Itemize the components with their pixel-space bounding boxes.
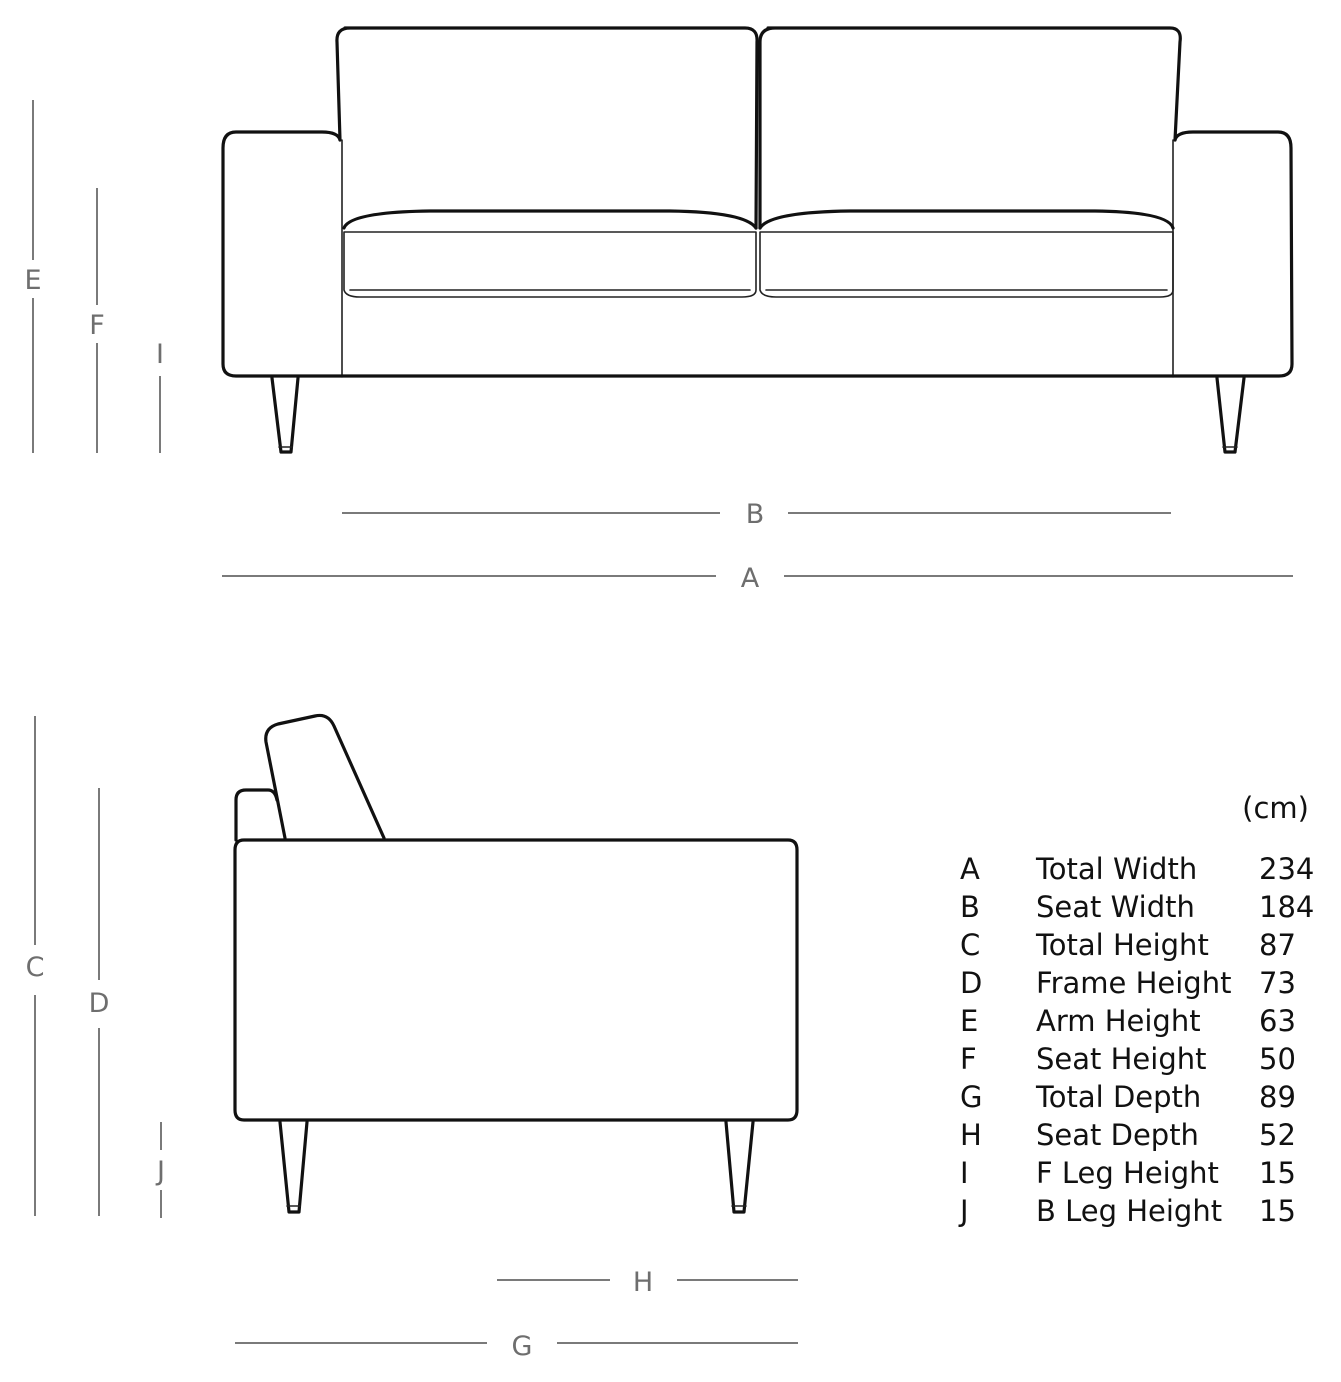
spec-row-value: 184	[1259, 890, 1315, 924]
spec-row-letter: E	[960, 1004, 979, 1038]
side-leg-back	[726, 1122, 753, 1212]
spec-unit: (cm)	[1242, 791, 1309, 825]
dim-h-label: H	[632, 1267, 654, 1298]
spec-row-label: Total Depth	[1036, 1080, 1202, 1114]
spec-row	[960, 928, 1296, 962]
spec-row-letter: C	[960, 928, 981, 962]
front-back-cushion-left	[337, 28, 757, 228]
spec-row-value: 50	[1259, 1042, 1296, 1076]
dim-i-label: I	[156, 339, 164, 370]
dim-b-label: B	[745, 499, 765, 530]
front-dimensions	[24, 100, 1293, 594]
side-back-cushion	[266, 715, 384, 838]
front-view	[223, 28, 1292, 452]
spec-row-value: 73	[1259, 966, 1296, 1000]
front-arm-right	[1173, 132, 1292, 376]
front-seat-cushion-right-front	[760, 232, 1173, 297]
spec-row	[958, 1194, 1296, 1228]
spec-row-label: Seat Depth	[1036, 1118, 1199, 1152]
spec-row-value: 15	[1259, 1194, 1296, 1228]
dim-d-label: D	[88, 988, 110, 1019]
side-leg-front	[280, 1122, 307, 1212]
spec-row	[960, 1118, 1296, 1152]
spec-row	[960, 852, 1314, 886]
spec-table	[958, 791, 1314, 1228]
side-arm	[236, 790, 277, 840]
spec-row-label: Total Height	[1036, 928, 1209, 962]
spec-row-letter: J	[960, 1194, 969, 1228]
side-view	[235, 715, 797, 1212]
spec-row-label: F Leg Height	[1036, 1156, 1219, 1190]
spec-row-value: 87	[1259, 928, 1296, 962]
spec-row	[960, 1004, 1296, 1038]
spec-row	[960, 1156, 1296, 1190]
front-back-cushion-right	[760, 28, 1180, 228]
spec-row	[960, 1080, 1296, 1114]
spec-row-letter: H	[960, 1118, 982, 1152]
front-seat-cushion-left-front	[344, 232, 756, 297]
spec-row-label: B Leg Height	[1036, 1194, 1223, 1228]
spec-row-label: Frame Height	[1036, 966, 1232, 1000]
spec-row	[960, 890, 1314, 924]
spec-row-letter: D	[960, 966, 983, 1000]
front-seat-cushion-right	[760, 211, 1173, 228]
side-dimensions	[26, 716, 798, 1362]
spec-row-letter: I	[960, 1156, 969, 1190]
front-arm-left	[223, 132, 342, 376]
spec-row-label: Arm Height	[1036, 1004, 1201, 1038]
spec-row-value: 63	[1259, 1004, 1296, 1038]
spec-row-value: 89	[1259, 1080, 1296, 1114]
front-seat-cushion-left	[344, 211, 756, 228]
spec-row	[960, 1042, 1296, 1076]
spec-row-letter: B	[960, 890, 980, 924]
dim-a-label: A	[740, 563, 760, 594]
spec-row-value: 15	[1259, 1156, 1296, 1190]
spec-row-label: Seat Width	[1036, 890, 1195, 924]
spec-row-letter: G	[960, 1080, 983, 1114]
dim-e-label: E	[24, 265, 42, 296]
spec-row-label: Seat Height	[1036, 1042, 1207, 1076]
dim-j-label: J	[157, 1156, 165, 1187]
front-leg-left	[272, 378, 298, 452]
spec-row-value: 52	[1259, 1118, 1296, 1152]
spec-row-value: 234	[1259, 852, 1315, 886]
spec-row	[960, 966, 1296, 1000]
spec-row-label: Total Width	[1036, 852, 1198, 886]
dim-g-label: G	[511, 1331, 533, 1362]
side-body	[235, 840, 797, 1120]
dim-f-label: F	[89, 310, 105, 341]
front-leg-right	[1217, 378, 1244, 452]
dim-c-label: C	[25, 952, 45, 983]
spec-row-letter: F	[960, 1042, 977, 1076]
spec-row-letter: A	[960, 852, 980, 886]
